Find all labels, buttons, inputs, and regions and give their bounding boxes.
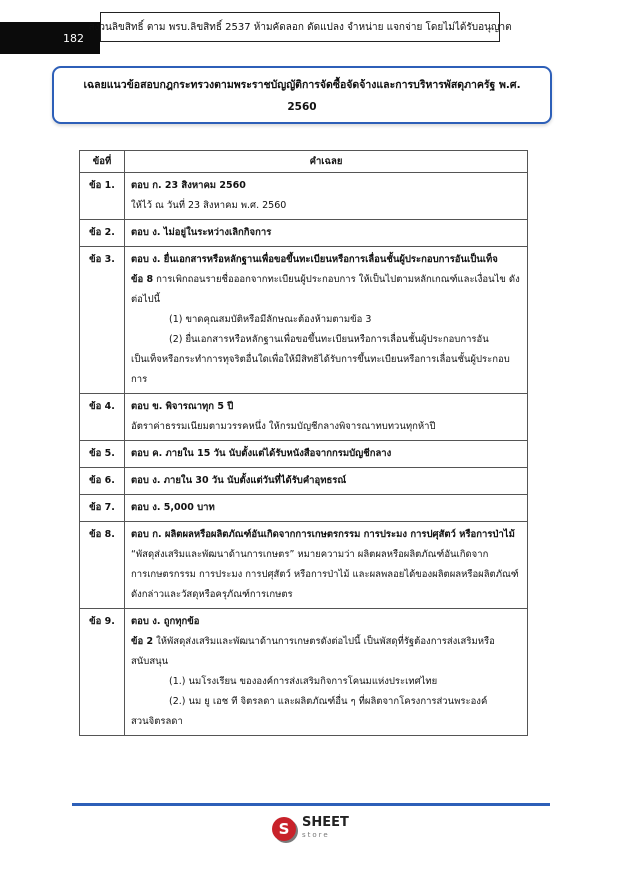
table-row (80, 609, 528, 736)
list-item: (1.) นมโรงเรียน ขององค์การส่งเสริมกิจการโคนมแห่งประเทศไทย (169, 676, 438, 687)
logo-word: SHEET (302, 815, 349, 830)
list-item: (1) ขาดคุณสมบัติหรือมีลักษณะต้องห้ามตามข้อ 3 (169, 314, 372, 325)
list-item: (2) ยื่นเอกสารหรือหลักฐานเพื่อขอขึ้นทะเบียนหรือการเลื่อนชั้นผู้ประกอบการอัน (169, 334, 489, 345)
question-number: ข้อ 6. (80, 468, 125, 495)
section-ref: ข้อ 2 (131, 636, 154, 647)
table-header-row (80, 151, 528, 173)
question-number: ข้อ 2. (80, 220, 125, 247)
list-item: (2.) นม ยู เอช ที จิตรลดา และผลิตภัณฑ์อื่น ๆ ที่ผลิตจากโครงการส่วนพระองค์ (169, 696, 488, 707)
answer-text: ตอบ ก. 23 สิงหาคม 2560 (131, 180, 246, 191)
answer-cell (125, 522, 528, 609)
answer-cell (125, 220, 528, 247)
answer-cell (125, 173, 528, 220)
explanation-text: อัตราค่าธรรมเนียมตามวรรคหนึ่ง ให้กรมบัญชีกลางพิจารณาทบทวนทุกห้าปี (131, 421, 436, 432)
answer-text: ตอบ ง. ไม่อยู่ในระหว่างเลิกกิจการ (131, 227, 272, 238)
explanation-text: เป็นเท็จหรือกระทำการทุจริตอื่นใดเพื่อให้มีสิทธิได้รับการขึ้นทะเบียนหรือการเลื่อนชั้นผู้ประกอบการ (131, 354, 510, 385)
question-number: ข้อ 8. (80, 522, 125, 609)
table-row (80, 468, 528, 495)
answer-text: ตอบ ข. พิจารณาทุก 5 ปี (131, 401, 234, 412)
logo-text (302, 816, 349, 842)
title-line-2: 2560 (287, 101, 317, 113)
answer-table (79, 150, 528, 736)
table-row (80, 441, 528, 468)
question-number: ข้อ 7. (80, 495, 125, 522)
answer-cell (125, 441, 528, 468)
question-number: ข้อ 3. (80, 247, 125, 394)
answer-text: ตอบ ง. ถูกทุกข้อ (131, 616, 200, 627)
answer-cell (125, 495, 528, 522)
header-answer: คำเฉลย (125, 151, 528, 173)
question-number: ข้อ 5. (80, 441, 125, 468)
explanation-text: “พัสดุส่งเสริมและพัฒนาด้านการเกษตร” หมายความว่า ผลิตผลหรือผลิตภัณฑ์อันเกิดจากการเกษตรกรรม การประมง การปศุสัตว์ หรือการป่าไม้ และผลพลอยได้ของผลิตผลหรือผลิตภัณฑ์ดังกล่าวและวัสดุหรือครุภัณฑ์การเกษตร (131, 549, 519, 600)
explanation-text (131, 632, 521, 672)
logo-subword: store (302, 831, 330, 839)
copyright-notice: สงวนลิขสิทธิ์ ตาม พรบ.ลิขสิทธิ์ 2537 ห้ามคัดลอก ดัดแปลง จำหน่าย แจกจ่าย โดยไม่ได้รับอนุญาต (100, 12, 500, 42)
title-line-1: เฉลยแนวข้อสอบกฎกระทรวงตามพระราชบัญญัติการจัดซื้อจัดจ้างและการบริหารพัสดุภาครัฐ พ.ศ. (83, 79, 521, 91)
question-number: ข้อ 9. (80, 609, 125, 736)
question-number: ข้อ 1. (80, 173, 125, 220)
answer-text: ตอบ ก. ผลิตผลหรือผลิตภัณฑ์อันเกิดจากการเกษตรกรรม การประมง การปศุสัตว์ หรือการป่าไม้ (131, 529, 515, 540)
answer-text: ตอบ ง. ยื่นเอกสารหรือหลักฐานเพื่อขอขึ้นทะเบียนหรือการเลื่อนชั้นผู้ประกอบการอันเป็นเท็จ (131, 254, 498, 265)
answer-key-title (52, 66, 552, 124)
footer-divider (72, 803, 550, 806)
table-row (80, 247, 528, 394)
table-row (80, 394, 528, 441)
header-number: ข้อที่ (80, 151, 125, 173)
table-row (80, 173, 528, 220)
answer-cell (125, 247, 528, 394)
answer-text: ตอบ ค. ภายใน 15 วัน นับตั้งแต่ได้รับหนังสือจากกรมบัญชีกลาง (131, 448, 392, 459)
sheet-store-logo (272, 816, 349, 842)
section-text: การเพิกถอนรายชื่อออกจากทะเบียนผู้ประกอบการ ให้เป็นไปตามหลักเกณฑ์และเงื่อนไข ดังต่อไปนี้ (131, 274, 520, 305)
explanation-text (131, 270, 521, 310)
table-row (80, 220, 528, 247)
answer-cell (125, 394, 528, 441)
question-number: ข้อ 4. (80, 394, 125, 441)
page-number: 182 (0, 22, 100, 54)
logo-mark: S (272, 817, 296, 841)
answer-cell (125, 609, 528, 736)
section-ref: ข้อ 8 (131, 274, 154, 285)
explanation-text: ให้ไว้ ณ วันที่ 23 สิงหาคม พ.ศ. 2560 (131, 200, 287, 211)
table-row (80, 522, 528, 609)
answer-text: ตอบ ง. ภายใน 30 วัน นับตั้งแต่วันที่ได้รับคำอุทธรณ์ (131, 475, 347, 486)
answer-cell (125, 468, 528, 495)
explanation-text: สวนจิตรลดา (131, 716, 183, 727)
section-text: ให้พัสดุส่งเสริมและพัฒนาด้านการเกษตรดังต่อไปนี้ เป็นพัสดุที่รัฐต้องการส่งเสริมหรือสนับสนุน (131, 636, 495, 667)
answer-text: ตอบ ง. 5,000 บาท (131, 502, 215, 513)
table-row (80, 495, 528, 522)
